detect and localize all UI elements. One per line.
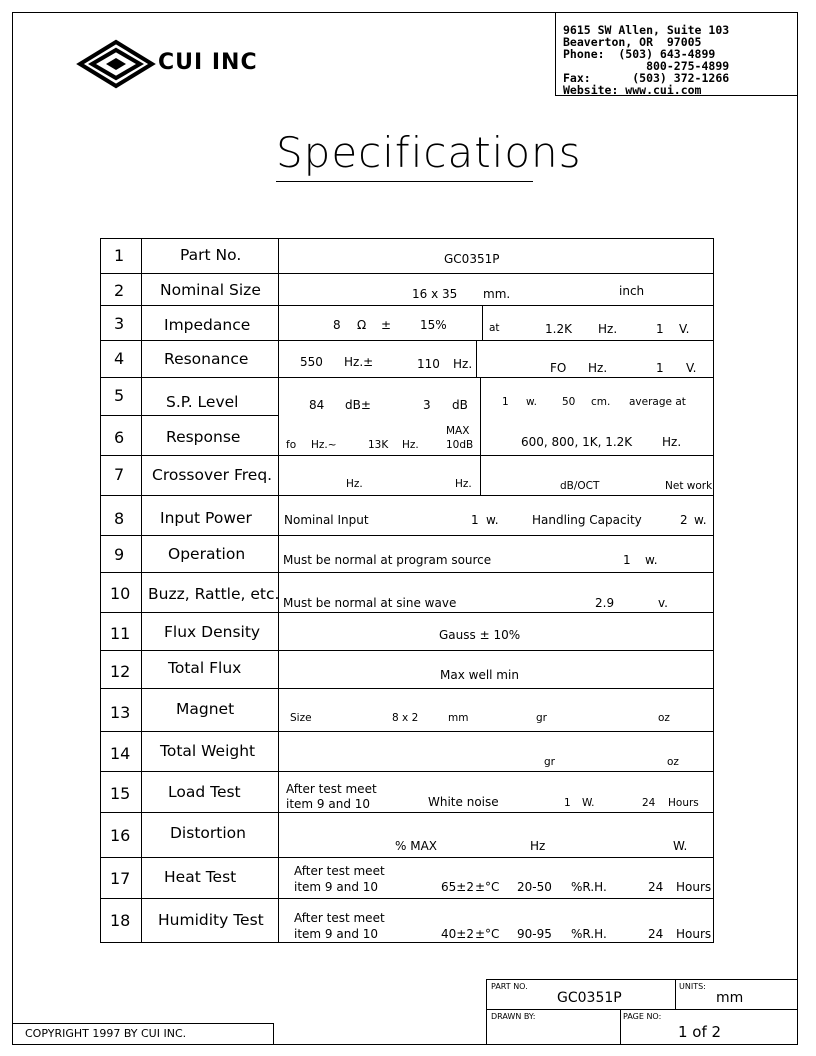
load-test-hours: Hours <box>668 797 699 809</box>
crossover-hz: Hz. <box>346 478 363 490</box>
magnet-oz: oz <box>658 712 670 724</box>
response-fo: fo <box>286 439 297 451</box>
company-name: CUI INC <box>158 50 258 75</box>
handling-capacity-watts: 2 <box>680 513 688 527</box>
response-hz-range: Hz.~ <box>311 439 337 451</box>
page-title: Specifications <box>276 128 582 177</box>
response-max-db: 10dB <box>446 439 474 451</box>
buzz-rattle-text: Must be normal at sine wave <box>283 596 457 610</box>
ohm-symbol: Ω <box>357 318 367 332</box>
load-test-duration: 24 <box>642 797 656 809</box>
resonance-fo-hz: Hz. <box>588 361 608 375</box>
page-no-label: PAGE NO: <box>623 1012 662 1021</box>
distortion-hz: Hz <box>530 839 546 853</box>
footer-page-number: 1 of 2 <box>678 1023 722 1041</box>
heat-test-duration: 24 <box>648 880 664 894</box>
nominal-input-watts: 1 <box>471 513 479 527</box>
resonance-hz-pm: Hz.± <box>344 355 374 369</box>
heat-test-condition-1: After test meet <box>294 864 385 878</box>
row-number: 16 <box>110 826 131 845</box>
magnet-size-label: Size <box>290 712 312 724</box>
resonance-value: 550 <box>300 355 323 369</box>
impedance-frequency: 1.2K <box>545 322 572 336</box>
heat-test-temperature: 65±2 <box>441 880 474 894</box>
humidity-test-rh: %R.H. <box>571 927 607 941</box>
row-label: S.P. Level <box>166 393 239 411</box>
part-no-label: PART NO. <box>491 982 528 991</box>
units-label: UNITS: <box>679 982 706 991</box>
spl-value: 84 <box>309 398 325 412</box>
load-test-condition-1: After test meet <box>286 782 377 796</box>
impedance-tolerance: 15% <box>420 318 447 332</box>
row-number: 4 <box>114 349 125 368</box>
phone-line: Phone: (503) 643-4899 <box>563 47 716 61</box>
nominal-size-inch: inch <box>619 284 645 298</box>
footer-units: mm <box>716 990 744 1006</box>
spl-input-watts: 1 <box>502 396 509 408</box>
response-test-frequencies: 600, 800, 1K, 1.2K <box>521 435 633 449</box>
crossover-db-oct: dB/OCT <box>560 480 600 492</box>
row-number: 8 <box>114 509 125 528</box>
row-number: 5 <box>114 386 125 405</box>
resonance-fo: FO <box>550 361 567 375</box>
load-test-signal: White noise <box>428 795 499 809</box>
title-underline <box>276 181 533 182</box>
row-number: 3 <box>114 314 125 333</box>
row-number: 13 <box>110 703 131 722</box>
row-label: Total Weight <box>160 742 256 760</box>
flux-density-value: Gauss ± 10% <box>439 628 521 642</box>
humidity-test-celsius: ±°C <box>475 927 500 941</box>
spl-db: dB <box>452 398 468 412</box>
cui-logo-icon <box>76 38 156 90</box>
impedance-hz: Hz. <box>598 322 618 336</box>
row-label: Part No. <box>180 246 242 264</box>
magnet-gr: gr <box>536 712 547 724</box>
humidity-test-condition-2: item 9 and 10 <box>294 927 379 941</box>
fax-line: Fax: (503) 372-1266 <box>563 71 730 85</box>
heat-test-hours: Hours <box>676 880 712 894</box>
impedance-value: 8 <box>333 318 341 332</box>
row-label: Magnet <box>176 700 235 718</box>
row-label: Response <box>166 428 241 446</box>
copyright-box-top <box>12 1023 274 1024</box>
phone-line-2: 800-275-4899 <box>563 59 730 73</box>
row-number: 17 <box>110 869 131 888</box>
border-right <box>797 12 798 1045</box>
total-weight-gr: gr <box>544 756 555 768</box>
magnet-dimensions: 8 x 2 <box>392 712 419 724</box>
resonance-tolerance: 110 <box>417 357 440 371</box>
row-label: Resonance <box>164 350 249 368</box>
row-label: Operation <box>168 545 246 563</box>
humidity-test-duration: 24 <box>648 927 664 941</box>
nominal-size-value: 16 x 35 <box>412 287 458 301</box>
handling-capacity-unit: w. <box>694 513 707 527</box>
heat-test-rh: %R.H. <box>571 880 607 894</box>
row-label: Crossover Freq. <box>152 466 273 484</box>
spl-average-at: average at <box>629 396 686 408</box>
nominal-size-unit: mm. <box>483 287 511 301</box>
impedance-at: at <box>489 322 500 334</box>
border-bottom <box>12 1044 798 1045</box>
row-label: Humidity Test <box>158 911 264 929</box>
spl-distance: 50 <box>562 396 576 408</box>
part-number-value: GC0351P <box>444 252 500 266</box>
response-test-hz: Hz. <box>662 435 682 449</box>
row-number: 6 <box>114 428 125 447</box>
load-test-watts: 1 <box>564 797 571 809</box>
crossover-network: Net work <box>665 480 713 492</box>
row-number: 18 <box>110 911 131 930</box>
humidity-test-temperature: 40±2 <box>441 927 474 941</box>
humidity-test-hours: Hours <box>676 927 712 941</box>
impedance-v: V. <box>679 322 690 336</box>
row-label: Buzz, Rattle, etc. <box>148 585 280 603</box>
load-test-condition-2: item 9 and 10 <box>286 797 371 811</box>
row-label: Distortion <box>170 824 246 842</box>
humidity-test-humidity: 90-95 <box>517 927 552 941</box>
total-weight-oz: oz <box>667 756 679 768</box>
spl-distance-unit: cm. <box>591 396 611 408</box>
load-test-watt-unit: W. <box>582 797 595 809</box>
website-line: Website: www.cui.com <box>563 83 702 97</box>
spl-tolerance: 3 <box>423 398 431 412</box>
heat-test-humidity: 20-50 <box>517 880 552 894</box>
address-block <box>563 24 729 96</box>
row-label: Heat Test <box>164 868 237 886</box>
heat-test-condition-2: item 9 and 10 <box>294 880 379 894</box>
row-number: 10 <box>110 584 131 603</box>
footer-part-no: GC0351P <box>557 990 622 1006</box>
row-number: 11 <box>110 624 131 643</box>
distortion-max: % MAX <box>395 839 437 853</box>
row-number: 2 <box>114 281 125 300</box>
distortion-w: W. <box>673 839 688 853</box>
copyright-text: COPYRIGHT 1997 BY CUI INC. <box>25 1027 187 1040</box>
buzz-rattle-unit: v. <box>658 596 668 610</box>
magnet-mm: mm <box>448 712 469 724</box>
row-label: Nominal Size <box>160 281 261 299</box>
address-line: Beaverton, OR 97005 <box>563 35 702 49</box>
row-number: 14 <box>110 744 131 763</box>
resonance-v: V. <box>686 361 697 375</box>
impedance-voltage: 1 <box>656 322 664 336</box>
nominal-input-label: Nominal Input <box>284 513 369 527</box>
spl-db-pm: dB± <box>345 398 371 412</box>
address-line: 9615 SW Allen, Suite 103 <box>563 23 730 37</box>
row-number: 9 <box>114 545 125 564</box>
spl-watt-unit: w. <box>526 396 537 408</box>
row-number: 15 <box>110 784 131 803</box>
border-left <box>12 12 13 1045</box>
operation-value: 1 <box>623 553 631 567</box>
row-label: Flux Density <box>164 623 261 641</box>
drawn-by-label: DRAWN BY: <box>491 1012 536 1021</box>
row-label: Impedance <box>164 316 251 334</box>
response-hz: Hz. <box>402 439 419 451</box>
cui-logo <box>76 38 266 90</box>
handling-capacity-label: Handling Capacity <box>532 513 642 527</box>
row-label: Input Power <box>160 509 252 527</box>
row-number: 12 <box>110 662 131 681</box>
response-high: 13K <box>368 439 389 451</box>
operation-unit: w. <box>645 553 658 567</box>
row-label: Load Test <box>168 783 241 801</box>
response-max: MAX <box>446 425 470 437</box>
row-number: 1 <box>114 246 125 265</box>
nominal-input-unit: w. <box>486 513 499 527</box>
operation-text: Must be normal at program source <box>283 553 492 567</box>
copyright-box-right <box>273 1023 274 1045</box>
total-flux-value: Max well min <box>440 668 519 682</box>
heat-test-celsius: ±°C <box>475 880 500 894</box>
humidity-test-condition-1: After test meet <box>294 911 385 925</box>
resonance-hz: Hz. <box>453 357 473 371</box>
buzz-rattle-value: 2.9 <box>595 596 615 610</box>
row-number: 7 <box>114 465 125 484</box>
resonance-voltage: 1 <box>656 361 664 375</box>
row-label: Total Flux <box>168 659 242 677</box>
crossover-hz-2: Hz. <box>455 478 472 490</box>
plus-minus: ± <box>381 318 392 332</box>
